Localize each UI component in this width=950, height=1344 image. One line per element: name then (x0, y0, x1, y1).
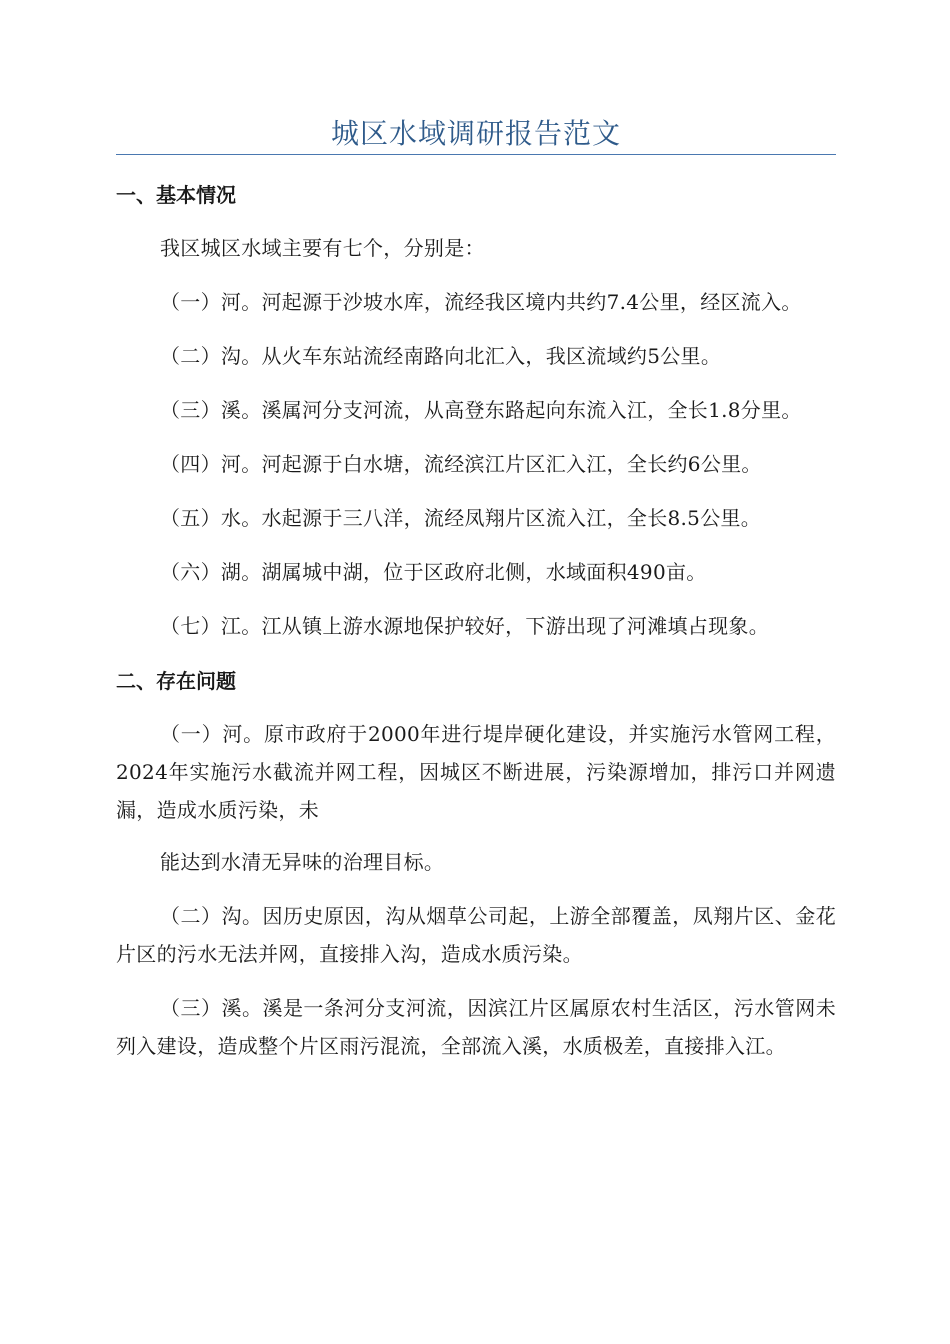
paragraph: （七）江。江从镇上游水源地保护较好，下游出现了河滩填占现象。 (160, 614, 769, 638)
paragraph: （五）水。水起源于三八洋，流经凤翔片区流入江，全长8.5公里。 (160, 506, 762, 530)
paragraph: 能达到水清无异味的治理目标。 (160, 850, 445, 874)
paragraph: （一）河。河起源于沙坡水库，流经我区境内共约7.4公里，经区流入。 (160, 290, 802, 314)
paragraph: 我区城区水域主要有七个，分别是： (160, 236, 485, 260)
paragraph: （二）沟。因历史原因，沟从烟草公司起，上游全部覆盖，凤翔片区、金花片区的污水无法并网，直接排入沟，造成水质污染。 (116, 904, 836, 966)
title-underline (116, 154, 836, 155)
paragraph: （二）沟。从火车东站流经南路向北汇入，我区流域约5公里。 (160, 344, 722, 368)
document-body (116, 175, 836, 1081)
paragraph: （三）溪。溪属河分支河流，从高登东路起向东流入江，全长1.8分里。 (160, 398, 802, 422)
paragraph: （三）溪。溪是一条河分支河流，因滨江片区属原农村生活区，污水管网未列入建设，造成整个片区雨污混流，全部流入溪，水质极差，直接排入江。 (116, 996, 836, 1058)
paragraph: （一）河。原市政府于2000年进行堤岸硬化建设，并实施污水管网工程，2024年实施污水截流并网工程，因城区不断进展，污染源增加，排污口并网遗漏，造成水质污染，未 (116, 722, 836, 822)
paragraph: （四）河。河起源于白水塘，流经滨江片区汇入江，全长约6公里。 (160, 452, 762, 476)
section-heading-basic: 一、基本情况 (116, 183, 236, 207)
document-title: 城区水域调研报告范文 (330, 117, 621, 150)
paragraph: （六）湖。湖属城中湖，位于区政府北侧，水域面积490亩。 (160, 560, 707, 584)
section-heading-problems: 二、存在问题 (116, 669, 236, 693)
